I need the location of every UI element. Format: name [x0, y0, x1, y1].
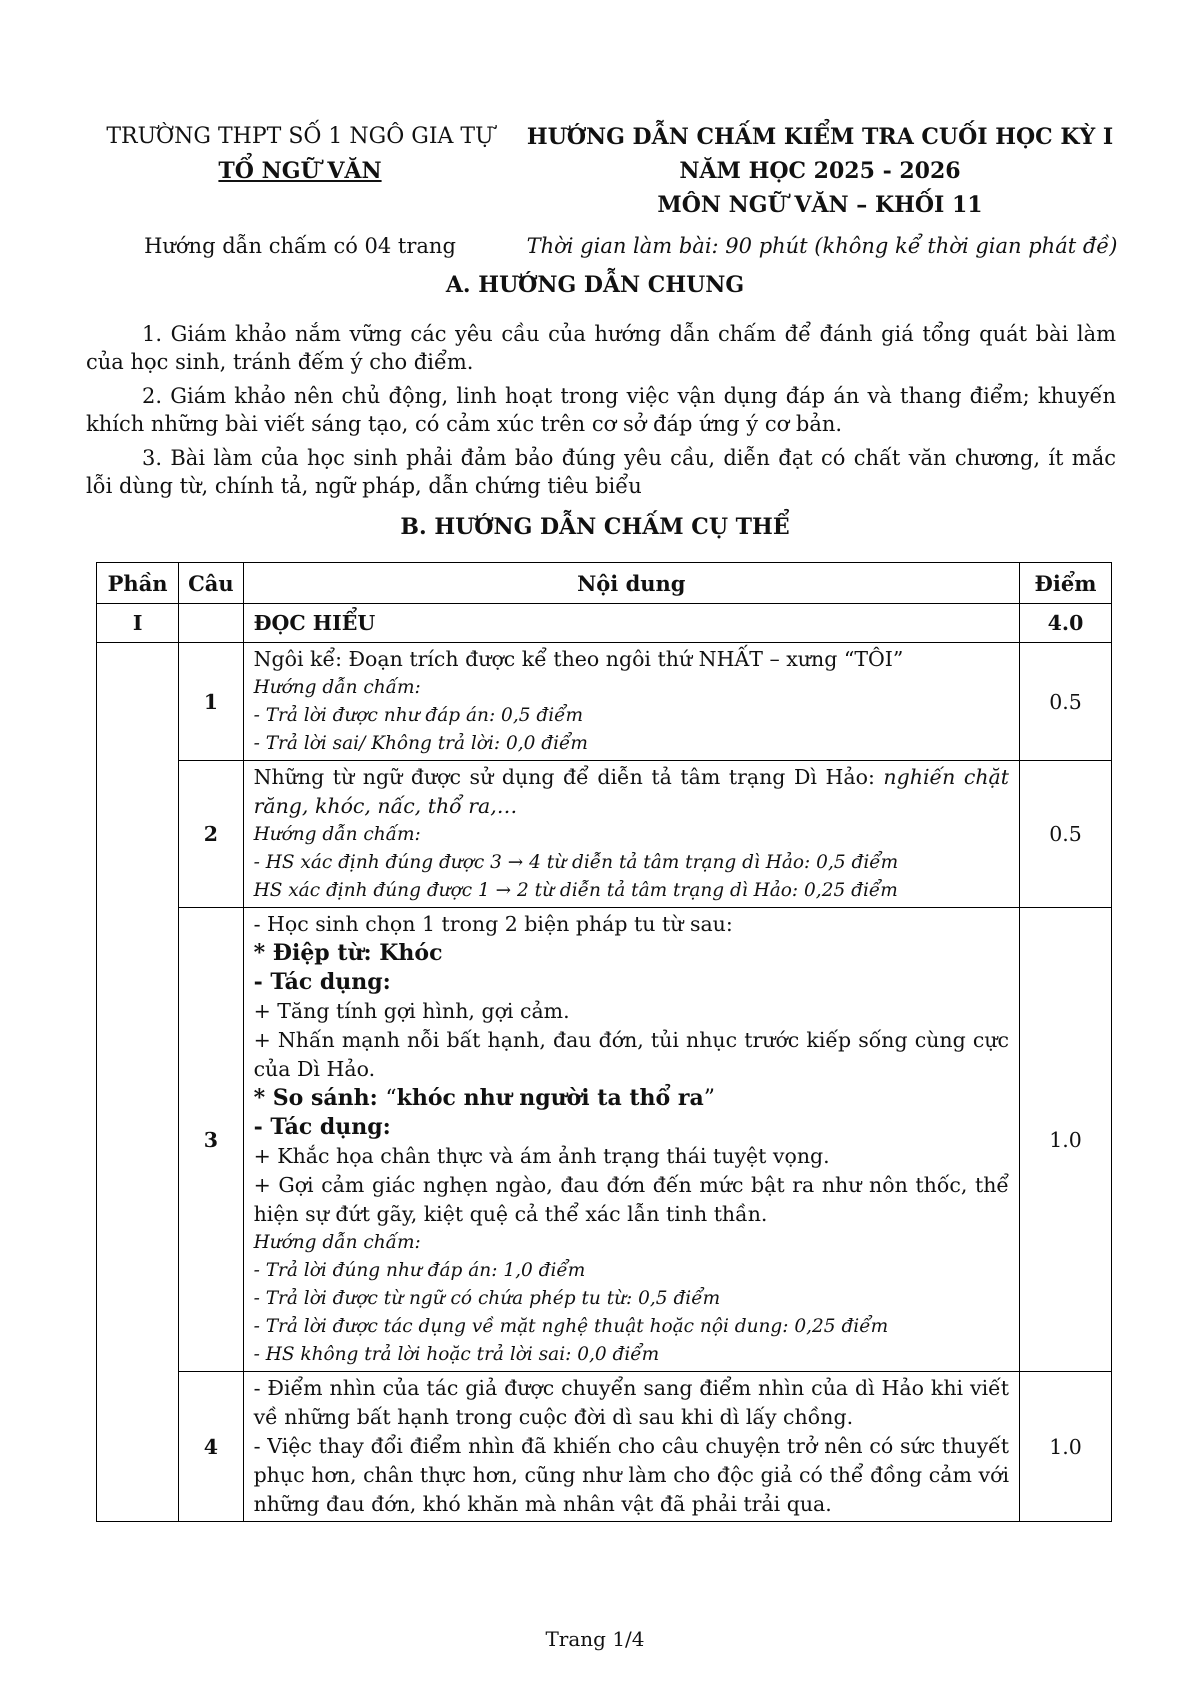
section-b-title: B. HƯỚNG DẪN CHẤM CỤ THỂ — [400, 514, 790, 540]
table-row — [97, 643, 1112, 761]
guideline-item: 2. Giám khảo nên chủ động, linh hoạt trong việc vận dụng đáp án và thang điểm; khuyến khích những bài viết sáng tạo, có cảm xúc trên cơ sở đáp ứng ý cơ bản. — [86, 384, 1116, 436]
guide-line: - HS xác định đúng được 3 → 4 từ diễn tả tâm trạng dì Hảo: 0,5 điểm — [253, 852, 899, 873]
answer-main — [254, 763, 1009, 821]
question-score: 1.0 — [1020, 908, 1112, 1372]
school-year: NĂM HỌC 2025 - 2026 — [679, 158, 961, 184]
subject-line: MÔN NGỮ VĂN – KHỐI 11 — [657, 192, 983, 218]
device-heading: * Điệp từ: Khóc — [253, 940, 443, 966]
empty-part-cell — [97, 643, 179, 1522]
guide-line: - Trả lời được từ ngữ có chứa phép tu từ: 0,5 điểm — [253, 1288, 721, 1309]
guide-line: - Trả lời sai/ Không trả lời: 0,0 điểm — [253, 733, 588, 754]
answer-content — [243, 1372, 1019, 1522]
section-score: 4.0 — [1020, 604, 1112, 643]
answer-content — [243, 908, 1019, 1372]
answer-line: + Khắc họa chân thực và ám ảnh trạng thái tuyệt vọng. — [253, 1144, 830, 1168]
question-number: 1 — [179, 643, 243, 761]
guide-line: - Trả lời được tác dụng về mặt nghệ thuật hoặc nội dung: 0,25 điểm — [253, 1316, 889, 1337]
empty-cell — [179, 604, 243, 643]
page-number: Trang 1/4 — [545, 1627, 645, 1651]
part-number: I — [97, 604, 179, 643]
question-number: 3 — [179, 908, 243, 1372]
time-note: Thời gian làm bài: 90 phút (không kể thời gian phát đề) — [526, 234, 1118, 258]
table-header-row — [97, 563, 1112, 604]
question-score: 1.0 — [1020, 1372, 1112, 1522]
quote-close: ” — [703, 1086, 715, 1111]
table-row — [97, 761, 1112, 908]
guide-title: Hướng dẫn chấm: — [253, 1232, 421, 1253]
answer-line: + Nhấn mạnh nỗi bất hạnh, đau đớn, tủi nhục trước kiếp sống cùng cực của Dì Hảo. — [253, 1028, 1010, 1081]
effect-heading: - Tác dụng: — [253, 969, 391, 995]
guide-line: - Trả lời được như đáp án: 0,5 điểm — [253, 705, 584, 726]
general-guidelines — [86, 320, 1116, 506]
guide-title: Hướng dẫn chấm: — [253, 824, 421, 845]
answer-content — [243, 761, 1019, 908]
answer-keywords: nghiến chặt răng, khóc, nấc, thổ ra,… — [253, 765, 1010, 818]
header-right — [520, 120, 1120, 222]
device-label: * So sánh: — [253, 1085, 386, 1111]
quote-open: “ — [385, 1086, 397, 1111]
guideline-item: 3. Bài làm của học sinh phải đảm bảo đúng yêu cầu, diễn đạt có chất văn chương, ít mắc lỗi dùng từ, chính tả, ngữ pháp, dẫn chứng tiêu biểu — [86, 446, 1116, 498]
header-score: Điểm — [1020, 563, 1112, 604]
header-content: Nội dung — [243, 563, 1019, 604]
answer-line: - Việc thay đổi điểm nhìn đã khiến cho câu chuyện trở nên có sức thuyết phục hơn, chân thực hơn, cũng như làm cho độc giả có thể đồng cảm với những đau đớn, khó khăn mà nhân vật đã phải trải qua. — [253, 1434, 1010, 1516]
question-number: 4 — [179, 1372, 243, 1522]
answer-line: + Tăng tính gợi hình, gợi cảm. — [253, 999, 570, 1023]
question-number: 2 — [179, 761, 243, 908]
table-row — [97, 908, 1112, 1372]
answer-line: + Gợi cảm giác nghẹn ngào, đau đớn đến mức bật ra như nôn thốc, thể hiện sự đứt gãy, kiệt quệ cả thể xác lẫn tinh thần. — [253, 1173, 1010, 1226]
answer-text: Những từ ngữ được sử dụng để diễn tả tâm trạng Dì Hảo: — [253, 765, 884, 789]
answer-line: - Học sinh chọn 1 trong 2 biện pháp tu từ sau: — [253, 912, 733, 936]
effect-heading: - Tác dụng: — [253, 1114, 391, 1140]
school-name: TRƯỜNG THPT SỐ 1 NGÔ GIA TỰ — [106, 124, 494, 149]
table-row — [97, 1372, 1112, 1522]
device-quote: khóc như người ta thổ ra — [396, 1085, 704, 1111]
header-left — [90, 120, 510, 188]
question-score: 0.5 — [1020, 643, 1112, 761]
answer-main: Ngôi kể: Đoạn trích được kể theo ngôi thứ NHẤT – xưng “TÔI” — [253, 647, 904, 671]
doc-title: HƯỚNG DẪN CHẤM KIỂM TRA CUỐI HỌC KỲ I — [526, 124, 1114, 150]
grading-table — [96, 562, 1112, 1522]
guide-title: Hướng dẫn chấm: — [253, 677, 421, 698]
device-heading — [254, 1084, 1009, 1113]
guide-line: - HS không trả lời hoặc trả lời sai: 0,0 điểm — [253, 1344, 660, 1365]
header-part: Phần — [97, 563, 179, 604]
question-score: 0.5 — [1020, 761, 1112, 908]
section-row — [97, 604, 1112, 643]
department-name: TỔ NGỮ VĂN — [218, 158, 382, 184]
header-question: Câu — [179, 563, 243, 604]
answer-line: - Điểm nhìn của tác giả được chuyển sang điểm nhìn của dì Hảo khi viết về những bất hạnh trong cuộc đời dì sau khi dì lấy chồng. — [253, 1376, 1010, 1429]
section-a-title: A. HƯỚNG DẪN CHUNG — [445, 272, 745, 298]
pages-note: Hướng dẫn chấm có 04 trang — [144, 234, 456, 258]
section-name: ĐỌC HIỂU — [243, 604, 1019, 643]
guide-line: HS xác định đúng được 1 → 2 từ diễn tả tâm trạng dì Hảo: 0,25 điểm — [253, 880, 898, 901]
guide-line: - Trả lời đúng như đáp án: 1,0 điểm — [253, 1260, 586, 1281]
answer-content — [243, 643, 1019, 761]
guideline-item: 1. Giám khảo nắm vững các yêu cầu của hướng dẫn chấm để đánh giá tổng quát bài làm của học sinh, tránh đếm ý cho điểm. — [86, 322, 1116, 374]
